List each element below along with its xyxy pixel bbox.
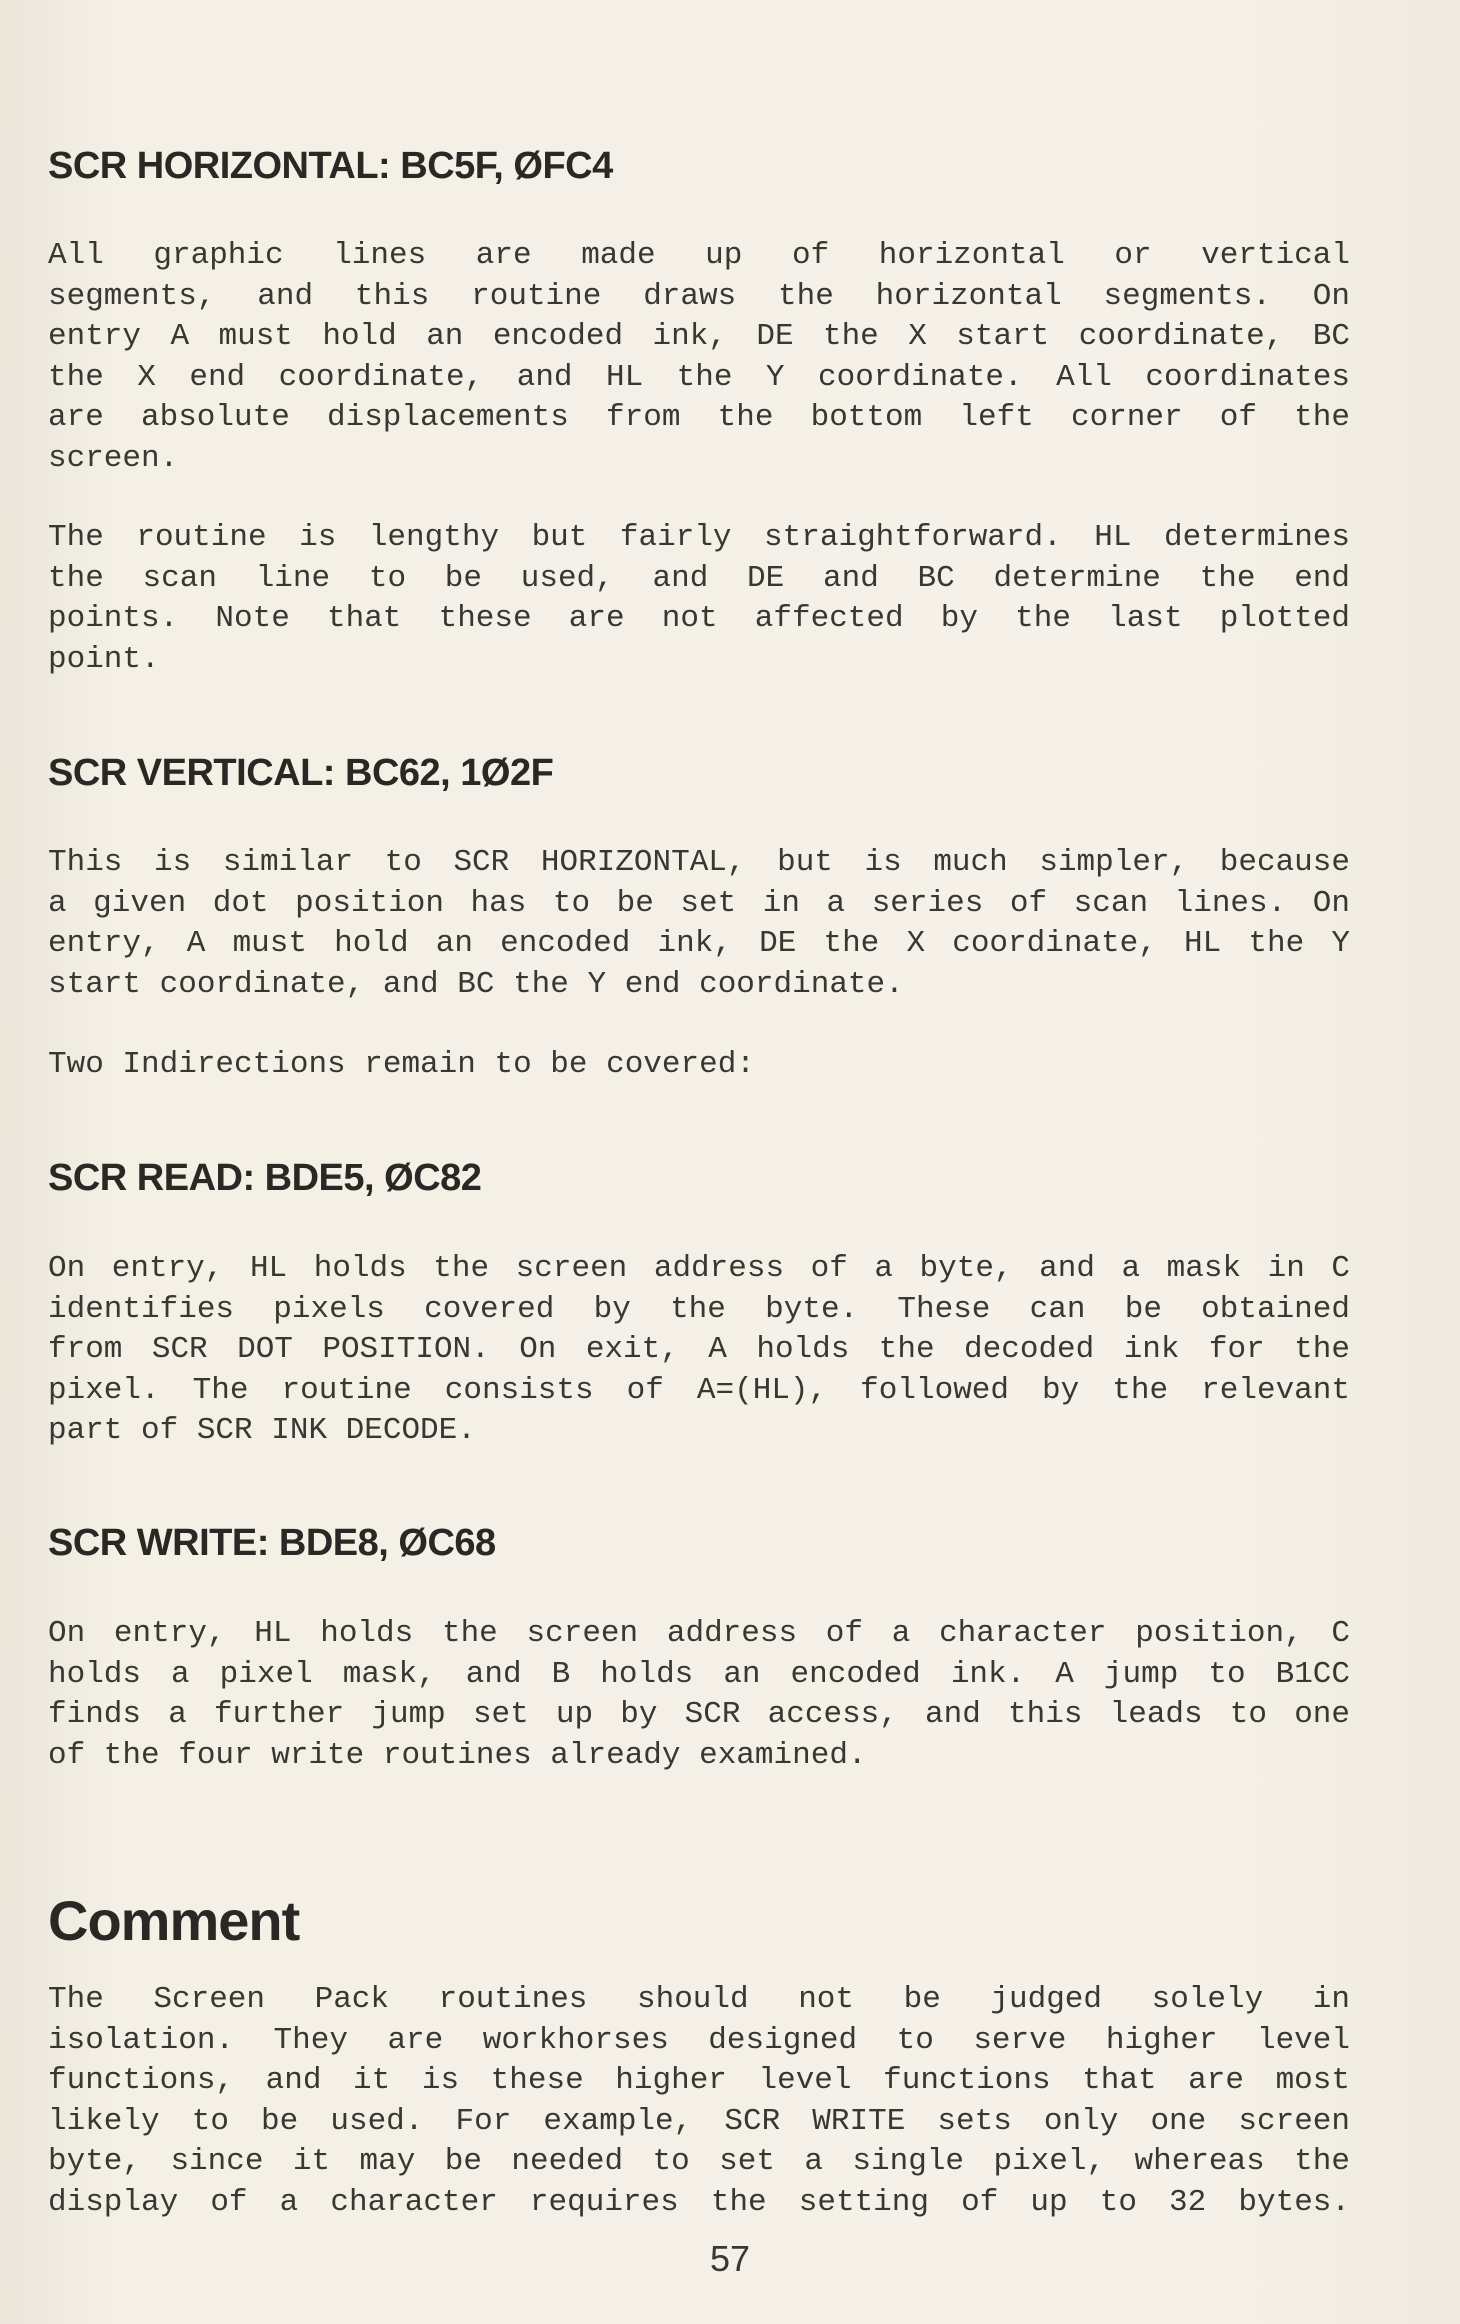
text-line: display of a character requires the setting of up to 32 bytes. [48,2184,1350,2220]
text-line: the scan line to be used, and DE and BC determine the end [48,560,1350,596]
paragraph-scr-write [48,1614,1350,1776]
text-line: of the four write routines already examined. [48,1737,867,1773]
text-line: segments, and this routine draws the horizontal segments. On [48,278,1350,314]
text-line: isolation. They are workhorses designed to serve higher level [48,2022,1350,2058]
text-line: functions, and it is these higher level functions that are most [48,2063,1350,2098]
text-line: start coordinate, and BC the Y end coordinate. [48,966,904,1002]
text-line: byte, since it may be needed to set a single pixel, whereas the [48,2144,1350,2179]
text-line: On entry, HL holds the screen address of a byte, and a mask in C [48,1251,1350,1286]
text-line: The Screen Pack routines should not be judged solely in [48,1982,1350,2017]
text-line: from SCR DOT POSITION. On exit, A holds the decoded ink for the [48,1332,1350,1367]
paragraph-scr-vertical-1 [48,843,1350,1005]
heading-scr-vertical: SCR VERTICAL: BC62, 1Ø2F [48,752,554,794]
text-line: The routine is lengthy but fairly straightforward. HL determines [48,520,1350,555]
heading-comment: Comment [48,1889,300,1952]
heading-scr-horizontal: SCR HORIZONTAL: BC5F, ØFC4 [48,145,613,187]
text-line: a given dot position has to be set in a series of scan lines. On [48,885,1350,921]
paragraph-comment [48,1980,1350,2223]
text-line: screen. [48,440,179,476]
text-line: Two Indirections remain to be covered: [48,1047,755,1082]
text-line: identifies pixels covered by the byte. These can be obtained [48,1291,1350,1327]
text-line: finds a further jump set up by SCR access, and this leads to one [48,1697,1350,1732]
text-line: holds a pixel mask, and B holds an encoded ink. A jump to B1CC [48,1656,1350,1692]
text-line: the X end coordinate, and HL the Y coordinate. All coordinates [48,359,1350,395]
text-line: part of SCR INK DECODE. [48,1413,476,1448]
page-number: 57 [709,2238,751,2279]
paragraph-scr-vertical-2 [48,1045,1350,1086]
heading-scr-read: SCR READ: BDE5, ØC82 [48,1157,482,1199]
text-line: point. [48,641,160,677]
paragraph-scr-horizontal-2 [48,518,1350,680]
text-line: All graphic lines are made up of horizontal or vertical [48,238,1350,273]
text-line: This is similar to SCR HORIZONTAL, but is much simpler, because [48,845,1350,880]
text-line: entry, A must hold an encoded ink, DE the X coordinate, HL the Y [48,926,1350,961]
text-line: are absolute displacements from the bottom left corner of the [48,400,1350,435]
text-line: On entry, HL holds the screen address of a character position, C [48,1616,1350,1651]
text-line: likely to be used. For example, SCR WRITE sets only one screen [48,2103,1350,2139]
paragraph-scr-horizontal-1 [48,236,1350,479]
text-line: points. Note that these are not affected by the last plotted [48,601,1350,636]
text-line: pixel. The routine consists of A=(HL), followed by the relevant [48,1372,1350,1408]
text-line: entry A must hold an encoded ink, DE the X start coordinate, BC [48,319,1350,354]
heading-scr-write: SCR WRITE: BDE8, ØC68 [48,1522,496,1564]
paragraph-scr-read [48,1249,1350,1452]
